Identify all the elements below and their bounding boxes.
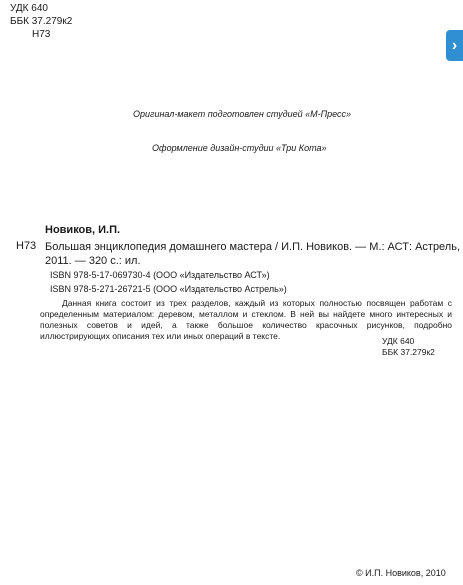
catalog-author-mark: Н73 [16, 240, 37, 252]
chevron-right-icon: › [451, 36, 458, 54]
catalog-classification-codes [382, 336, 435, 358]
book-annotation: Данная книга состоит из трех разделов, каждый из которых полностью посвящен работам с определенным материалом: деревом, металлом и стеклом. В ней вы найдете много интересных и полезных советов и идей, а также большое количество красочных рисунков, подробно иллюстрирующих описания тех или иных операций в тексте. [40, 298, 452, 341]
header-author-mark: Н73 [32, 29, 51, 40]
catalog-bbk: ББК 37.279к2 [382, 347, 435, 357]
catalog-udk: УДК 640 [382, 336, 415, 346]
catalog-entry [45, 240, 460, 268]
copyright-notice: © И.П. Новиков, 2010 [356, 568, 446, 578]
next-page-button[interactable] [446, 30, 463, 61]
header-udk: УДК 640 [10, 3, 48, 14]
isbn-astrel: ISBN 978-5-271-26721-5 (ООО «Издательство Астрель») [50, 284, 287, 294]
isbn-ast: ISBN 978-5-17-069730-4 (ООО «Издательство АСТ») [50, 270, 270, 280]
catalog-author: Новиков, И.П. [45, 224, 121, 236]
header-bbk: ББК 37.279к2 [10, 16, 73, 27]
header-classification-codes [10, 2, 72, 41]
catalog-entry-line1: Большая энциклопедия домашнего мастера / И.П. Новиков. — М.: АСТ: Астрель, [45, 241, 461, 253]
design-credit: Оформление дизайн-студии «Три Кота» [152, 143, 327, 153]
layout-credit: Оригинал-макет подготовлен студией «М-Пресс» [133, 109, 352, 119]
catalog-entry-line2: 2011. — 320 с.: ил. [45, 255, 141, 267]
